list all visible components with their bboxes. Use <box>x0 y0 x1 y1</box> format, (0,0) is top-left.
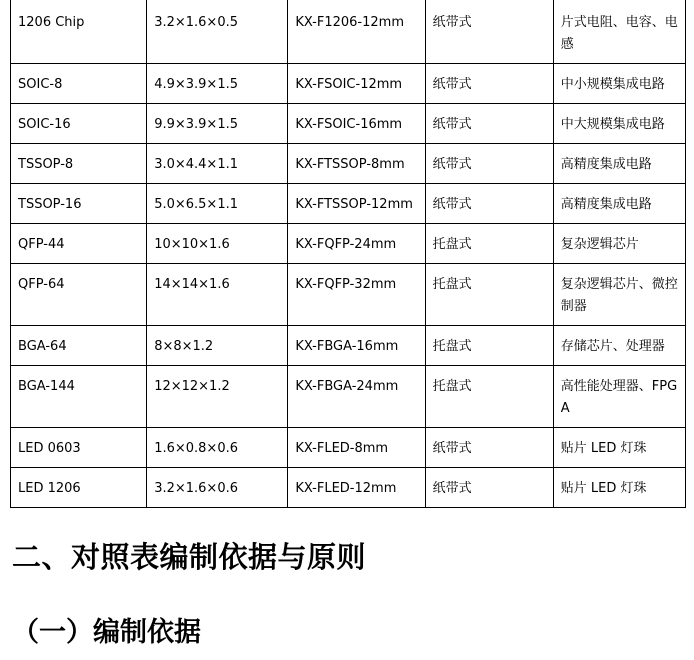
size-cell: 12×12×1.2 <box>147 366 288 428</box>
packing-cell: 纸带式 <box>425 428 553 468</box>
size-cell: 3.2×1.6×0.6 <box>147 468 288 508</box>
packing-cell: 托盘式 <box>425 224 553 264</box>
packing-cell: 纸带式 <box>425 184 553 224</box>
package-cell: 1206 Chip <box>11 0 147 64</box>
subsection-heading: （一）编制依据 <box>12 617 201 648</box>
section-heading: 二、对照表编制依据与原则 <box>12 540 367 574</box>
table-row <box>11 468 686 508</box>
package-spec-table <box>10 0 686 508</box>
part-number-cell: KX-FLED-12mm <box>288 468 425 508</box>
package-cell: BGA-64 <box>11 326 147 366</box>
package-cell: SOIC-8 <box>11 64 147 104</box>
part-number-cell: KX-FQFP-24mm <box>288 224 425 264</box>
application-cell: 中小规模集成电路 <box>553 64 685 104</box>
packing-cell: 纸带式 <box>425 468 553 508</box>
table-body <box>11 0 686 508</box>
part-number-cell: KX-FSOIC-16mm <box>288 104 425 144</box>
table-row <box>11 0 686 64</box>
part-number-cell: KX-FLED-8mm <box>288 428 425 468</box>
size-cell: 1.6×0.8×0.6 <box>147 428 288 468</box>
package-cell: BGA-144 <box>11 366 147 428</box>
application-cell: 复杂逻辑芯片、微控制器 <box>553 264 685 326</box>
packing-cell: 托盘式 <box>425 326 553 366</box>
part-number-cell: KX-F1206-12mm <box>288 0 425 64</box>
size-cell: 10×10×1.6 <box>147 224 288 264</box>
table-row <box>11 144 686 184</box>
package-cell: LED 0603 <box>11 428 147 468</box>
size-cell: 3.2×1.6×0.5 <box>147 0 288 64</box>
application-cell: 高精度集成电路 <box>553 184 685 224</box>
packing-cell: 托盘式 <box>425 366 553 428</box>
size-cell: 5.0×6.5×1.1 <box>147 184 288 224</box>
package-cell: TSSOP-8 <box>11 144 147 184</box>
size-cell: 4.9×3.9×1.5 <box>147 64 288 104</box>
table-row <box>11 224 686 264</box>
part-number-cell: KX-FBGA-16mm <box>288 326 425 366</box>
table-row <box>11 326 686 366</box>
part-number-cell: KX-FTSSOP-12mm <box>288 184 425 224</box>
part-number-cell: KX-FBGA-24mm <box>288 366 425 428</box>
packing-cell: 纸带式 <box>425 104 553 144</box>
size-cell: 8×8×1.2 <box>147 326 288 366</box>
application-cell: 贴片 LED 灯珠 <box>553 428 685 468</box>
size-cell: 9.9×3.9×1.5 <box>147 104 288 144</box>
application-cell: 高性能处理器、FPGA <box>553 366 685 428</box>
packing-cell: 纸带式 <box>425 0 553 64</box>
packing-cell: 纸带式 <box>425 144 553 184</box>
application-cell: 中大规模集成电路 <box>553 104 685 144</box>
application-cell: 片式电阻、电容、电感 <box>553 0 685 64</box>
part-number-cell: KX-FTSSOP-8mm <box>288 144 425 184</box>
packing-cell: 纸带式 <box>425 64 553 104</box>
size-cell: 14×14×1.6 <box>147 264 288 326</box>
size-cell: 3.0×4.4×1.1 <box>147 144 288 184</box>
application-cell: 复杂逻辑芯片 <box>553 224 685 264</box>
package-cell: QFP-44 <box>11 224 147 264</box>
package-cell: QFP-64 <box>11 264 147 326</box>
part-number-cell: KX-FSOIC-12mm <box>288 64 425 104</box>
table-row <box>11 264 686 326</box>
part-number-cell: KX-FQFP-32mm <box>288 264 425 326</box>
package-cell: SOIC-16 <box>11 104 147 144</box>
table-row <box>11 366 686 428</box>
packing-cell: 托盘式 <box>425 264 553 326</box>
application-cell: 存储芯片、处理器 <box>553 326 685 366</box>
table-row <box>11 104 686 144</box>
application-cell: 高精度集成电路 <box>553 144 685 184</box>
table-row <box>11 184 686 224</box>
package-cell: LED 1206 <box>11 468 147 508</box>
package-cell: TSSOP-16 <box>11 184 147 224</box>
table-row <box>11 64 686 104</box>
table-row <box>11 428 686 468</box>
application-cell: 贴片 LED 灯珠 <box>553 468 685 508</box>
